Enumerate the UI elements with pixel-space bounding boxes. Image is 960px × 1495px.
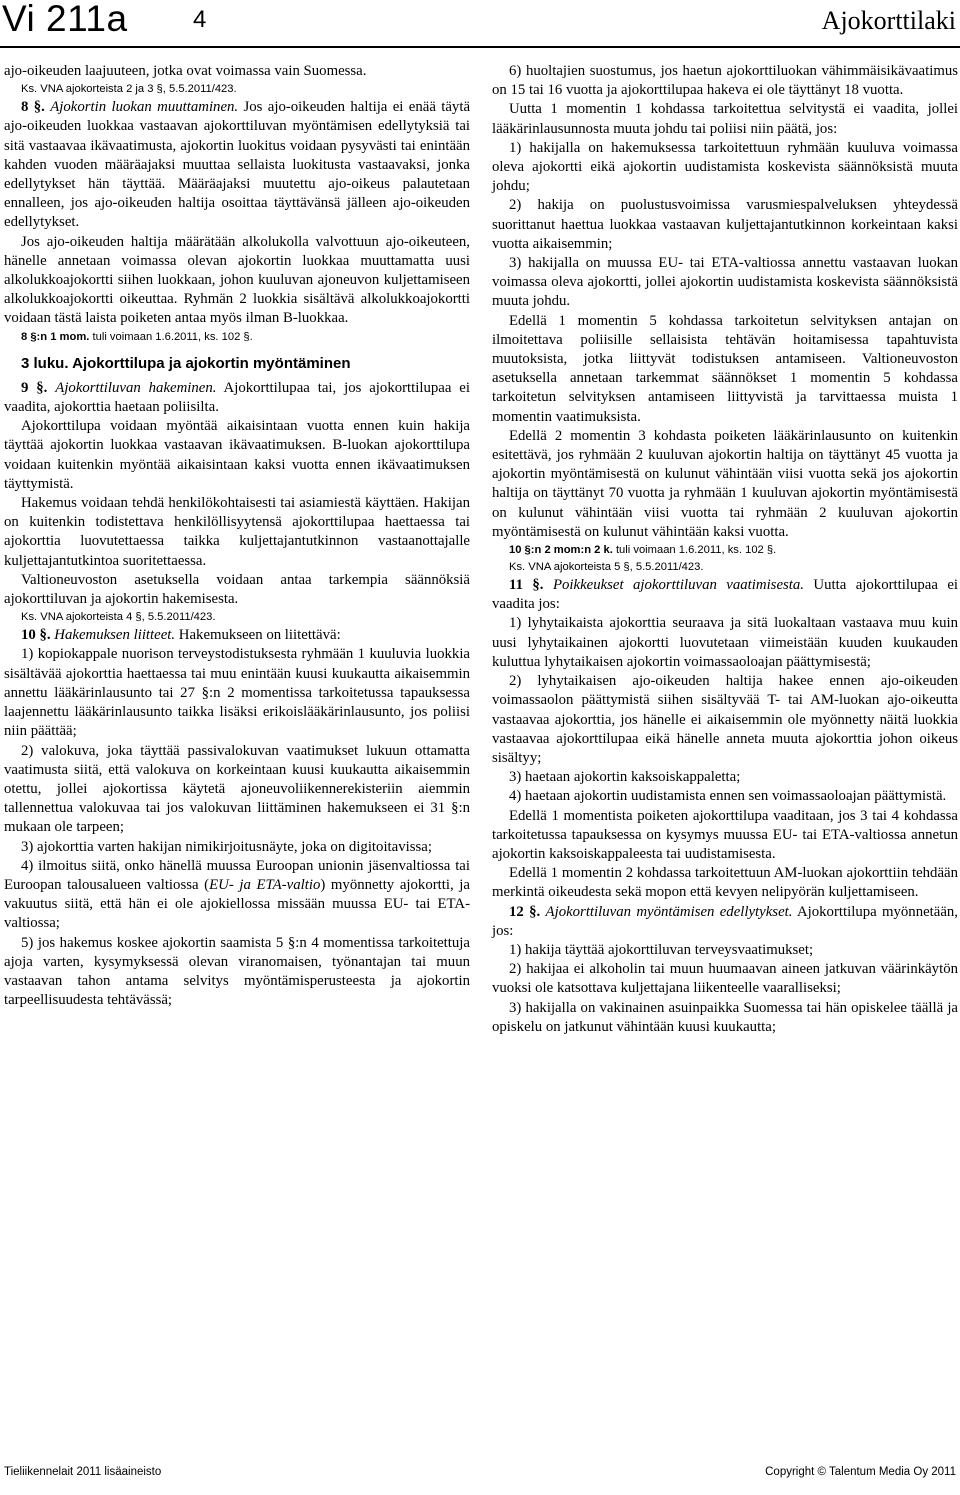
section-title: Ajokortin luokan muuttaminen. <box>50 99 239 116</box>
section-text: Jos ajo-oikeuden haltija ei enää täytä ajo-oikeuden luokkaa vastaavan ajokorttiluvan myöntämisen edellytyksiä tai sitä vastaavaa ikävaatimusta, ajokortin luokitus voidaan pysyvästi tai enintään kahden vuoden määräajaksi muuttaa sellaista luokitusta vastaavaksi, jonka edellytykset hän täyttää. Määräajaksi muutettu ajo-oikeus palautetaan ennalleen, jos ajo-oikeuden haltija osoittaa täyttävänsä jälleen ajo-oikeuden edellytykset. <box>4 99 471 231</box>
list-item: 1) kopiokappale nuorison terveystodistuksesta ryhmään 1 kuuluvia luokkia sisältävää ajokorttia haettaessa tai muu enintään kuusi kuukautta aikaisemmin annettu lääkärinlausunto tai 27 §:n 2 momentissa tarkoitetussa tapauksessa laajennettu lääkärinlausunto taikka lisäksi erikoislääkärinlausunto, jos poliisi niin päättää; <box>4 646 470 740</box>
section-number: 11 §. <box>509 577 544 594</box>
reference-note: Ks. VNA ajokorteista 4 §, 5.5.2011/423. <box>21 611 216 624</box>
list-item: 1) hakijalla on hakemuksessa tarkoitettuun ryhmään kuuluva voimassa oleva ajokortti eikä ajokortin uudistamista koskevista säännöksistä muuta johdu; <box>492 139 958 195</box>
footer-source: Tieliikennelait 2011 lisäaineisto <box>4 1466 162 1478</box>
list-item: 1) hakija täyttää ajokorttiluvan terveysvaatimukset; <box>509 941 814 958</box>
list-item: 2) valokuva, joka täyttää passivalokuvan vaatimukset lukuun ottamatta vaatimusta siitä, että valokuva on korkeintaan kuusi kuukautta aikaisemmin otettu, jollei ajokortissa käytetä ajoneuvoliikennerekisteriin aiemmin tallennettua valokuvaa tai jos valokuvan liittäminen hakemukseen ei 31 §:n mukaan ole tarpeen; <box>4 742 470 836</box>
section-text: Ajokorttilupaa tai, jos ajokorttilupaa ei vaadita, ajokorttia haetaan poliisilta. <box>4 379 470 416</box>
list-text: 4) ilmoitus siitä, onko hänellä muussa Euroopan unionin jäsenvaltiossa tai Euroopan talousalueen valtiossa ( <box>4 857 470 893</box>
document-code: Vi 211a <box>2 0 128 39</box>
section-title: Poikkeukset ajokorttiluvan vaatimisesta. <box>552 577 804 594</box>
header-rule <box>0 46 960 48</box>
page-number: 4 <box>193 6 207 33</box>
section-number: 12 §. <box>509 903 541 920</box>
section-11 <box>492 576 958 614</box>
list-item: 2) lyhytaikaisen ajo-oikeuden haltija hakee ennen ajo-oikeuden voimassaolon päättymistä siihen sisältyvää T- tai AM-luokan ajo-oikeutta vastaavaa ajokorttia, jos hänelle ei aikaisemmin ole myönnetty näitä luokkia vastaavaa ajokorttilupaa eikä hänelle anneta muuta ajokorttia johon oikeus sisältyy; <box>492 673 958 766</box>
section-10 <box>4 626 470 645</box>
paragraph: Hakemus voidaan tehdä henkilökohtaisesti tai asiamiestä käyttäen. Hakijan on kuitenkin todistettava henkilöllisyytensä ajokorttilupaa haettaessa tai ajokorttia luovutettaessa taikka kuljettajantutkinnon vastaanottajalle kuljettajantutkintoa suoritettaessa. <box>4 495 470 569</box>
section-title: Ajokorttiluvan hakeminen. <box>55 379 217 396</box>
list-item: 3) hakijalla on muussa EU- tai ETA-valtiossa annettu vastaavan luokan voimassa oleva ajokortti, jollei ajokortin uudistamista koskevista säännöksistä muuta johdu. <box>492 255 958 310</box>
section-title: Hakemuksen liitteet. <box>54 627 176 644</box>
law-title: Ajokorttilaki <box>821 6 956 35</box>
list-item: 2) hakijaa ei alkoholin tai muun huumaavan aineen jatkuvan väärinkäytön vuoksi ole katsottava kuljettajana liikenteelle vaaralliseksi; <box>492 961 958 997</box>
list-item: 1) lyhytaikaista ajokorttia seuraava ja sitä luokaltaan vastaava muu kuin uusi lyhytaikainen ajokortti luovutetaan viimeistään kuuden kuukauden kuluttua lyhytaikaisen ajokortin voimassaoloajan päättymisestä; <box>492 615 958 670</box>
section-number: 10 §. <box>21 627 51 644</box>
list-item: 3) ajokorttia varten hakijan nimikirjoitusnäyte, joka on digitoitavissa; <box>21 838 432 855</box>
section-title: Ajokorttiluvan myöntämisen edellytykset. <box>545 903 793 920</box>
paragraph: ajo-oikeuden laajuuteen, jotka ovat voimassa vain Suomessa. <box>4 63 367 79</box>
footer-copyright: Copyright © Talentum Media Oy 2011 <box>765 1466 956 1478</box>
section-12 <box>492 903 958 941</box>
reference-note <box>4 329 470 346</box>
section-9 <box>4 379 470 417</box>
reference-bold: 8 §:n 1 mom. <box>21 330 90 343</box>
paragraph: Edellä 1 momentin 2 kohdassa tarkoitettuun AM-luokan ajokorttiin tehdään merkintä oikeudesta sekä mopon että kevyen nelipyörän kuljettamiseen. <box>492 865 958 901</box>
reference-note: Ks. VNA ajokorteista 5 §, 5.5.2011/423. <box>509 561 704 574</box>
section-text: Ajokorttilupa myönnetään, jos: <box>492 903 959 939</box>
section-number: 9 §. <box>21 379 48 396</box>
paragraph: Edellä 1 momentista poiketen ajokorttilupa vaaditaan, jos 3 tai 4 kohdassa tarkoitetussa tapauksessa on kysymys muussa EU- tai ETA-valtiossa annetun ajokortin kaksoiskappaleesta tai uudistamisesta. <box>492 807 958 862</box>
paragraph: Edellä 1 momentin 5 kohdassa tarkoitetun selvityksen antajan on ilmoitettava poliisille sellaisista tehtävän hoitamisessa tapahtuvista muutoksista, jotka liittyvät todistuksen antamiseen. Valtioneuvoston asetuksella annetaan tarkemmat säännökset 1 momentin 5 kohdassa tarkoitetun selvityksen antamiseen liittyvistä ja tarvittaessa muista 1 momentin vaatimuksista. <box>492 312 958 425</box>
reference-note <box>492 542 958 559</box>
list-item: 3) haetaan ajokortin kaksoiskappaletta; <box>509 769 741 786</box>
list-italic: EU- ja ETA-valtio <box>209 876 321 893</box>
list-item: 6) huoltajien suostumus, jos haetun ajokorttiluokan vähimmäisikävaatimus on 15 tai 16 vuotta ja ajokorttilupaa hakeva ei ole täyttänyt 18 vuotta. <box>492 63 958 99</box>
paragraph: Jos ajo-oikeuden haltija määrätään alkolukolla valvottuun ajo-oikeuteen, hänelle annetaan voimassa olevan ajokortin luokkaa muuttamatta uusi alkolukkoajokortti siihen luokkaan, johon kuuluvan ajoneuvon kuljettamiseen alkolukkoajokortti oikeuttaa. Ryhmän 2 luokkia sisältävä alkolukkoajokortti voidaan tästä laista poiketen antaa myös ilman B-luokkaa. <box>4 233 470 327</box>
paragraph: Ajokorttilupa voidaan myöntää aikaisintaan vuotta ennen kuin hakija täyttää ajokortin luokkaa vastaavan ikävaatimuksen. B-luokan ajokorttilupa voidaan kuitenkin myöntää aikaisintaan kaksi vuotta ennen ikävaatimuksen täyttymistä. <box>4 418 470 492</box>
reference-bold: 10 §:n 2 mom:n 2 k. <box>509 544 613 557</box>
section-text: Hakemukseen on liitettävä: <box>178 627 341 644</box>
right-column <box>492 62 958 1037</box>
chapter-heading: 3 luku. Ajokorttilupa ja ajokortin myöntäminen <box>21 354 351 372</box>
paragraph: Edellä 2 momentin 3 kohdasta poiketen lääkärinlausunto on kuitenkin esitettävä, jos ryhmään 2 kuuluvan ajokortin haltija on täyttänyt 45 vuotta ja ajokortin myöntämisestä on kulunut vähintään viisi vuotta sekä jos ajokortin haltija on täyttänyt 70 vuotta ja ryhmään 1 kuuluvan ajokortin myöntämisestä on kulunut vähintään viisi vuotta tai ryhmään 2 kuuluvan ajokortin myöntämisestä on kulunut vähintään kaksi vuotta. <box>492 427 958 540</box>
list-text: ) myönnetty ajokortti, ja vakuutus siitä, että hän ei ole ajokiellossa missään muussa EU- tai ETA-valtiossa; <box>4 876 470 932</box>
reference-text: tuli voimaan 1.6.2011, ks. 102 §. <box>615 544 777 557</box>
section-number: 8 §. <box>21 99 45 116</box>
reference-text: tuli voimaan 1.6.2011, ks. 102 §. <box>92 330 253 343</box>
list-item: 5) jos hakemus koskee ajokortin saamista 5 §:n 4 momentissa tarkoitettuja ajoja varten, kysymyksessä olevan viranomaisen, työnantajan tai muun vastaavan tahon antama selvitys myöntämisperusteesta ja ajokortin tarpeellisuudesta tehtävässä; <box>4 934 470 1009</box>
left-column <box>4 62 470 1010</box>
list-item <box>4 857 470 934</box>
list-item: 3) hakijalla on vakinainen asuinpaikka Suomessa tai hän opiskelee täällä ja opiskelu on jatkunut vähintään kuusi kuukautta; <box>492 999 958 1035</box>
list-item: 4) haetaan ajokortin uudistamista ennen sen voimassaoloajan päättymistä. <box>509 788 947 805</box>
section-text: Uutta ajokorttilupaa ei vaadita jos: <box>492 577 959 613</box>
reference-note: Ks. VNA ajokorteista 2 ja 3 §, 5.5.2011/423. <box>21 83 237 96</box>
page-header <box>0 0 960 46</box>
paragraph: Valtioneuvoston asetuksella voidaan antaa tarkempia säännöksiä ajokorttiluvan ja ajokortin hakemisesta. <box>4 571 470 608</box>
list-item: 2) hakija on puolustusvoimissa varusmiespalveluksen yhteydessä suorittanut haettua luokkaa vastaavan kuljettajantutkinnon korkeintaan kaksi vuotta aikaisemmin; <box>492 197 958 252</box>
paragraph: Uutta 1 momentin 1 kohdassa tarkoitettua selvitystä ei vaadita, jollei lääkärinlausunnosta muuta johdu tai poliisi niin päätä, jos: <box>492 101 958 137</box>
section-8 <box>4 98 470 232</box>
